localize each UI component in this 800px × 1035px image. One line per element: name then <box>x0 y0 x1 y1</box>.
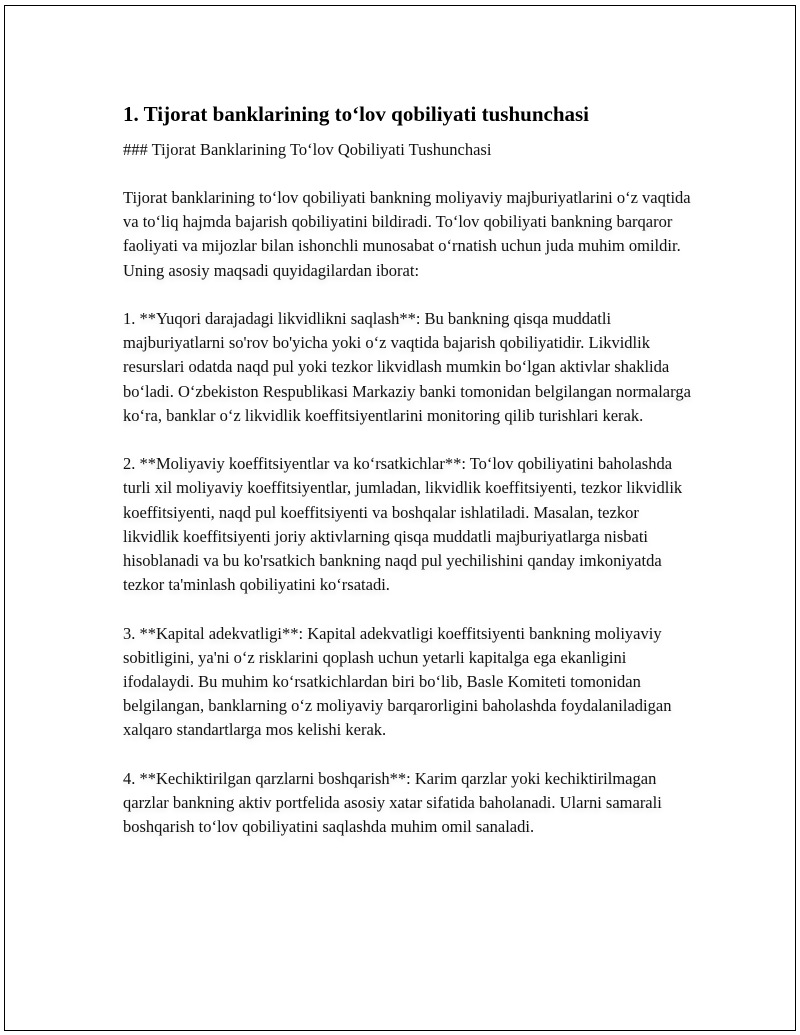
list-item-capital-adequacy: 3. **Kapital adekvatligi**: Kapital adekvatligi koeffitsiyenti bankning moliyaviy sobitligini, ya'ni o‘z risklarini qoplash uchun yetarli kapitalga ega ekanligini ifodalaydi. Bu muhim ko‘rsatkichlardan biri bo‘lib, Basle Komiteti tomonidan belgilangan, banklarning o‘z moliyaviy barqarorligini baholashda foydalaniladigan xalqaro standartlarga mos kelishi kerak. <box>123 623 672 740</box>
list-item-liquidity: 1. **Yuqori darajadagi likvidlikni saqlash**: Bu bankning qisqa muddatli majburiyatlarni so'rov bo'yicha yoki o‘z vaqtida bajarish qobiliyatidir. Likvidlik resurslari odatda naqd pul yoki tezkor likvidlash mumkin bo‘lgan aktivlar shaklida bo‘ladi. O‘zbekiston Respublikasi Markaziy banki tomonidan belgilangan normalarga ko‘ra, banklar o‘z likvidlik koeffitsiyentlarini monitoring qilib turishlari kerak. <box>123 309 691 425</box>
document-title: 1. Tijorat banklarining to‘lov qobiliyati tushunchasi <box>123 102 590 126</box>
document-subtitle: ### Tijorat Banklarining To‘lov Qobiliyati Tushunchasi <box>123 140 492 159</box>
document-body <box>123 102 693 839</box>
intro-paragraph: Tijorat banklarining to‘lov qobiliyati bankning moliyaviy majburiyatlarini o‘z vaqtida va to‘liq hajmda bajarish qobiliyatini bildiradi. To‘lov qobiliyati bankning barqaror faoliyati va mijozlar bilan ishonchli munosabat o‘rnatish uchun juda muhim omildir. Uning asosiy maqsadi quyidagilardan iborat: <box>123 188 691 280</box>
list-item-ratios: 2. **Moliyaviy koeffitsiyentlar va ko‘rsatkichlar**: To‘lov qobiliyatini baholashda turli xil moliyaviy koeffitsiyentlar, jumladan, likvidlik koeffitsiyenti, tezkor likvidlik koeffitsiyenti, naqd pul koeffitsiyenti va boshqalar ishlatiladi. Masalan, tezkor likvidlik koeffitsiyenti joriy aktivlarning qisqa muddatli majburiyatlarga nisbati hisoblanadi va bu ko'rsatkich bankning naqd pul yechilishini qanday imkoniyatda tezkor ta'minlash qobiliyatini ko‘rsatadi. <box>123 454 683 595</box>
list-item-overdue-loans: 4. **Kechiktirilgan qarzlarni boshqarish**: Karim qarzlar yoki kechiktirilmagan qarzlar bankning aktiv portfelida asosiy xatar sifatida baholanadi. Ularni samarali boshqarish to‘lov qobiliyatini saqlashda muhim omil sanaladi. <box>123 768 662 837</box>
page-frame <box>4 5 796 1031</box>
paragraph-list <box>123 186 693 839</box>
